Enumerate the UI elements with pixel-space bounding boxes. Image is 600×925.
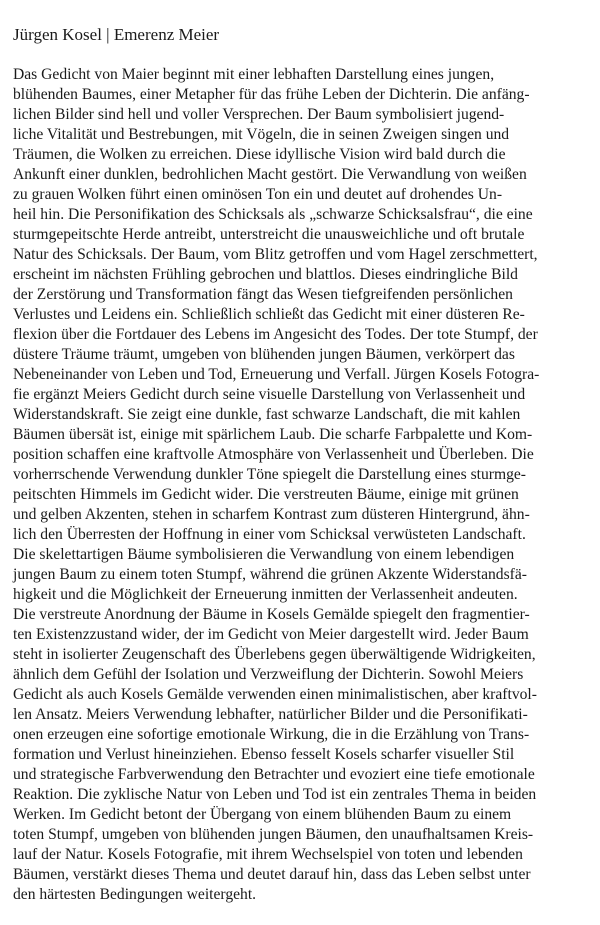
text-line: position schaffen eine kraftvolle Atmosphäre von Verlassenheit und Überleben. Die [13,446,534,463]
text-line: sturmgepeitschte Herde antreibt, unterstreicht die unausweichliche und oft brutale [13,226,525,243]
text-line: Das Gedicht von Maier beginnt mit einer lebhaften Darstellung eines jungen, [13,66,495,83]
text-line: Träumen, die Wolken zu erreichen. Diese idyllische Vision wird bald durch die [13,146,506,163]
text-line: und strategische Farbverwendung den Betrachter und evoziert eine tiefe emotionale [13,766,535,783]
text-line: erscheint im nächsten Frühling gebrochen und blattlos. Dieses eindringliche Bild [13,266,518,283]
text-line: higkeit und die Möglichkeit der Erneuerung inmitten der Verlassenheit andeuten. [13,586,518,603]
text-line: liche Vitalität und Bestrebungen, mit Vögeln, die in seinen Zweigen singen und [13,126,510,143]
text-line: Verlustes und Leidens ein. Schließlich schließt das Gedicht mit einer düsteren Re- [13,306,525,323]
text-line: len Ansatz. Meiers Verwendung lebhafter, natürlicher Bilder und die Personifikati- [13,706,528,723]
article-body [13,65,592,905]
text-line: flexion über die Fortdauer des Lebens im Angesicht des Todes. Der tote Stumpf, der [13,326,538,343]
text-line: toten Stumpf, umgeben von blühenden jungen Bäumen, den unaufhaltsamen Kreis- [13,826,534,843]
text-line: Natur des Schicksals. Der Baum, vom Blitz getroffen und vom Hagel zerschmettert, [13,246,538,263]
text-line: Bäumen übersät ist, einige mit spärlichem Laub. Die scharfe Farbpalette und Kom- [13,426,533,443]
text-line: der Zerstörung und Transformation fängt das Wesen tiefgreifenden persönlichen [13,286,513,303]
text-line: formation und Verlust hineinziehen. Ebenso fesselt Kosels scharfer visueller Stil [13,746,515,763]
text-line: ähnlich dem Gefühl der Isolation und Verzweiflung der Dichterin. Sowohl Meiers [13,666,524,683]
text-line: Widerstandskraft. Sie zeigt eine dunkle, fast schwarze Landschaft, die mit kahlen [13,406,521,423]
text-line: Reaktion. Die zyklische Natur von Leben und Tod ist ein zentrales Thema in beiden [13,786,537,803]
text-line: Bäumen, verstärkt dieses Thema und deutet darauf hin, dass das Leben selbst unter [13,866,531,883]
text-line: vorherrschende Verwendung dunkler Töne spiegelt die Darstellung eines sturmge- [13,466,527,483]
text-line: lich den Überresten der Hoffnung in einer vom Schicksal verwüsteten Landschaft. [13,526,526,543]
text-line: jungen Baum zu einem toten Stumpf, während die grünen Akzente Widerstandsfä- [13,566,527,583]
text-line: lichen Bilder sind hell und voller Versprechen. Der Baum symbolisiert jugend- [13,106,505,123]
text-line: Nebeneinander von Leben und Tod, Erneuerung und Verfall. Jürgen Kosels Fotogra- [13,366,540,383]
text-line: den härtesten Bedingungen weitergeht. [13,886,257,903]
text-line: steht in isolierter Zeugenschaft des Überlebens gegen überwältigende Widrigkeiten, [13,646,536,663]
text-line: peitschten Himmels im Gedicht wider. Die verstreuten Bäume, einige mit grünen [13,486,519,503]
text-line: zu grauen Wolken führt einen ominösen Ton ein und deutet auf drohendes Un- [13,186,503,203]
text-line: blühenden Baumes, einer Metapher für das frühe Leben der Dichterin. Die anfäng- [13,86,530,103]
text-line: ten Existenzzustand wider, der im Gedicht von Meier dargestellt wird. Jeder Baum [13,626,529,643]
text-line: Ankunft einer dunklen, bedrohlichen Macht gestört. Die Verwandlung von weißen [13,166,527,183]
text-line: Die skelettartigen Bäume symbolisieren die Verwandlung von einem lebendigen [13,546,515,563]
text-line: lauf der Natur. Kosels Fotografie, mit ihrem Wechselspiel von toten und lebenden [13,846,523,863]
text-line: fie ergänzt Meiers Gedicht durch seine visuelle Darstellung von Verlassenheit und [13,386,526,403]
text-line: düstere Träume träumt, umgeben von blühenden jungen Bäumen, verkörpert das [13,346,515,363]
text-line: Die verstreute Anordnung der Bäume in Kosels Gemälde spiegelt den fragmentier- [13,606,530,623]
text-line: onen erzeugen eine sofortige emotionale Wirkung, die in die Erzählung von Trans- [13,726,530,743]
text-line: Gedicht als auch Kosels Gemälde verwenden einen minimalistischen, aber kraftvol- [13,686,537,703]
text-line: Werken. Im Gedicht betont der Übergang von einem blühenden Baum zu einem [13,806,512,823]
text-line: heil hin. Die Personifikation des Schicksals als „schwarze Schicksalsfrau“, die eine [13,206,533,223]
text-line: und gelben Akzenten, stehen in scharfem Kontrast zum düsteren Hintergrund, ähn- [13,506,530,523]
page-title: Jürgen Kosel | Emerenz Meier [13,25,220,44]
